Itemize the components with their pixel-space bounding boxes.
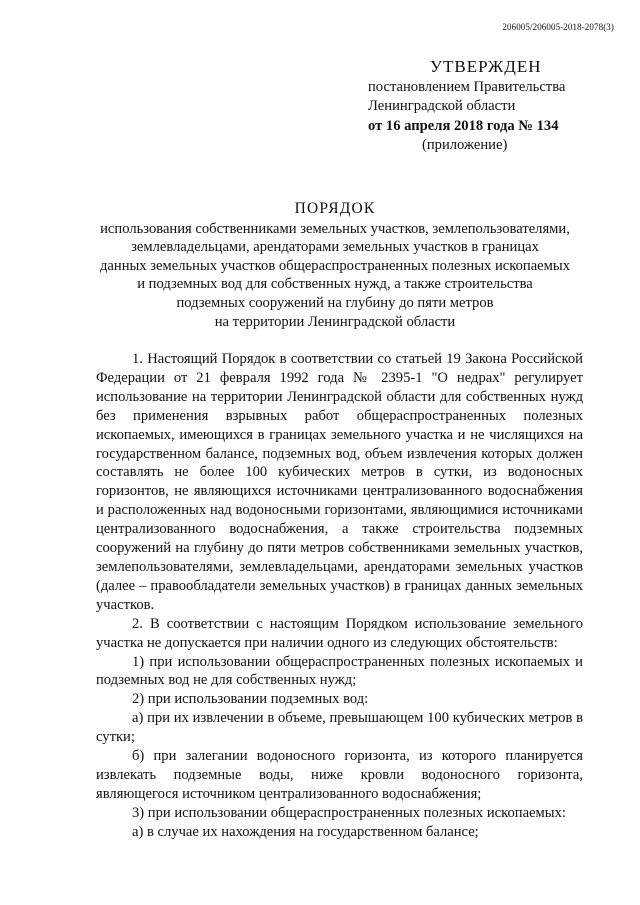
subtitle-line: землевладельцами, арендаторами земельных участков в границах xyxy=(131,239,539,256)
document-id: 206005/206005-2018-2078(3) xyxy=(502,22,614,32)
document-body xyxy=(96,350,583,842)
approval-title: УТВЕРЖДЕН xyxy=(430,57,542,76)
document-heading: ПОРЯДОК xyxy=(294,200,376,217)
paragraph-3: 1) при использовании общераспространенных полезных ископаемых и подземных вод не для собственных нужд; xyxy=(96,653,583,689)
approval-line-3: от 16 апреля 2018 года № 134 xyxy=(368,117,559,134)
approval-line-4: (приложение) xyxy=(422,137,508,154)
title-block xyxy=(80,200,590,331)
paragraph-2: 2. В соответствии с настоящим Порядком использование земельного участка не допускается при наличии одного из следующих обстоятельств: xyxy=(96,615,583,651)
approval-line-2: Ленинградской области xyxy=(368,98,516,115)
approval-line-1: постановлением Правительства xyxy=(368,79,566,95)
subtitle-line: данных земельных участков общераспространенных полезных ископаемых xyxy=(99,257,570,274)
paragraph-5: а) при их извлечении в объеме, превышающем 100 кубических метров в сутки; xyxy=(96,710,583,746)
paragraph-6: б) при залегании водоносного горизонта, из которого планируется извлекать подземные воды, ниже кровли водоносного горизонта, являющегося источником централизованного водоснабжения; xyxy=(96,748,583,802)
subtitle-line: использования собственниками земельных участков, землепользователями, xyxy=(100,220,570,237)
subtitle-line: подземных сооружений на глубину до пяти метров xyxy=(176,294,494,311)
approval-block xyxy=(368,56,618,156)
paragraph-4: 2) при использовании подземных вод: xyxy=(132,691,369,708)
paragraph-8: а) в случае их нахождения на государственном балансе; xyxy=(132,823,479,840)
paragraph-1: 1. Настоящий Порядок в соответствии со статьей 19 Закона Российской Федерации от 21 февраля 1992 года № 2395-1 "О недрах" регулирует использование на территории Ленинградской области для собственных нужд без применения взрывных работ общераспространенных полезных ископаемых, имеющихся в границах земельного участка и не числящихся на государственном балансе, подземных вод, объем извлечения которых должен составлять не более 100 кубических метров в сутки, из водоносных горизонтов, не являющихся источниками централизованного водоснабжения и расположенных над водоносными горизонтами, являющимися источниками централизованного водоснабжения, а также строительства подземных сооружений на глубину до пяти метров собственниками земельных участков, землепользователями, землевладельцами, арендаторами земельных участков (далее – правообладатели земельных участков) в границах данных земельных участков. xyxy=(96,351,583,613)
subtitle-line: и подземных вод для собственных нужд, а также строительства xyxy=(137,276,533,293)
paragraph-7: 3) при использовании общераспространенных полезных ископаемых: xyxy=(132,804,566,821)
subtitle-line: на территории Ленинградской области xyxy=(214,313,456,330)
